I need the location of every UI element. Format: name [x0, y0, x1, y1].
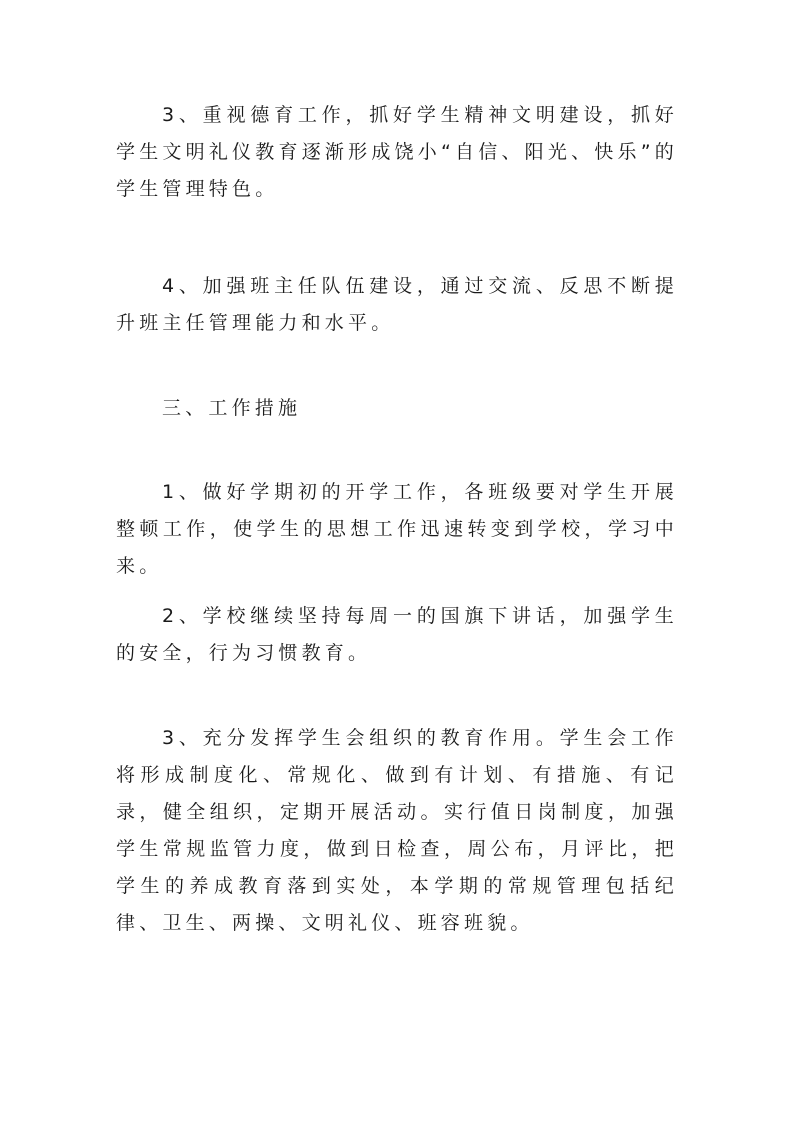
paragraph-head-teacher-team: 4、加强班主任队伍建设，通过交流、反思不断提升班主任管理能力和水平。 [116, 275, 678, 334]
paragraph-semester-start: 1、做好学期初的开学工作，各班级要对学生开展整顿工作，使学生的思想工作迅速转变到学校，学习中来。 [116, 481, 678, 577]
section-heading-work-measures: 三、工作措施 [162, 397, 302, 419]
paragraph-moral-education: 3、重视德育工作，抓好学生精神文明建设，抓好学生文明礼仪教育逐渐形成饶小“自信、阳光、快乐”的学生管理特色。 [116, 104, 678, 200]
paragraph-student-union: 3、充分发挥学生会组织的教育作用。学生会工作将形成制度化、常规化、做到有计划、有措施、有记录，健全组织，定期开展活动。实行值日岗制度，加强学生常规监管力度，做到日检查，周公布，月评比，把学生的养成教育落到实处，本学期的常规管理包括纪律、卫生、两操、文明礼仪、班容班貌。 [116, 727, 678, 934]
paragraph-flag-speech: 2、学校继续坚持每周一的国旗下讲话，加强学生的安全，行为习惯教育。 [116, 605, 678, 664]
